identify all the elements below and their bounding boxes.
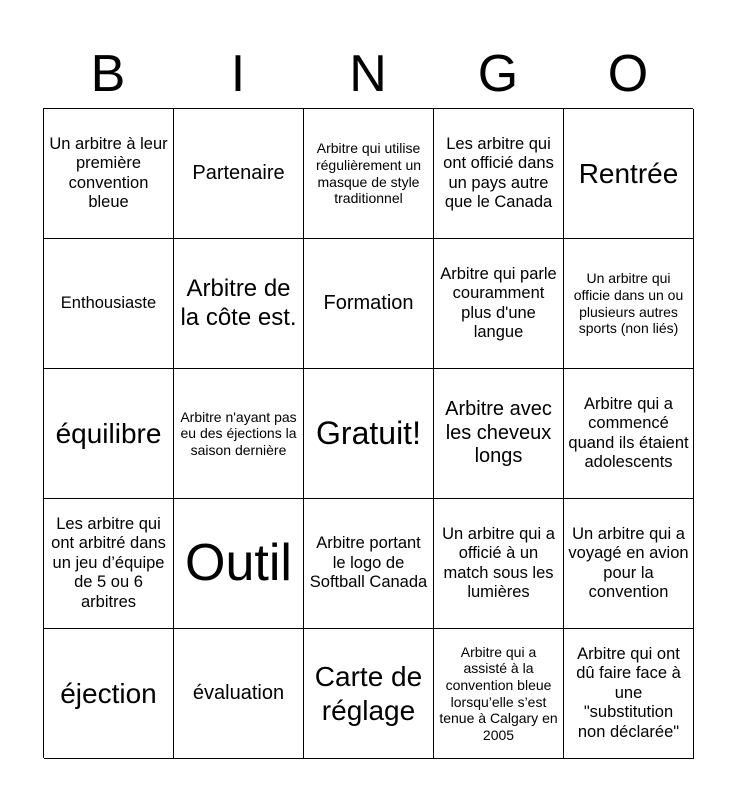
header-letter-b: B: [90, 45, 126, 103]
bingo-cell-r1-c1[interactable]: [44, 109, 174, 239]
cell-text: équilibre: [55, 417, 162, 449]
cell-text: Gratuit!: [316, 414, 421, 451]
bingo-cell-r5-c2[interactable]: [174, 629, 304, 759]
cell-text: Rentrée: [578, 157, 679, 189]
bingo-cell-r2-c4[interactable]: [434, 239, 564, 369]
bingo-cell-r2-c5[interactable]: [564, 239, 694, 369]
cell-text: Arbitre avec les cheveux longs: [445, 398, 552, 468]
bingo-cell-r2-c2[interactable]: [174, 239, 304, 369]
bingo-cell-r5-c1[interactable]: [44, 629, 174, 759]
cell-text: Arbitre qui parle couramment plus d'une langue: [440, 264, 557, 341]
bingo-cell-r2-c3[interactable]: [304, 239, 434, 369]
cell-text: Les arbitre qui ont officié dans un pays autre que le Canada: [443, 134, 554, 211]
bingo-cell-r3-c1[interactable]: [44, 369, 174, 499]
cell-text: Arbitre qui a commencé quand ils étaient adolescents: [568, 394, 689, 471]
cell-text: Arbitre de la côte est.: [180, 275, 297, 331]
header-letter-i: I: [230, 45, 246, 103]
bingo-cell-r1-c2[interactable]: [174, 109, 304, 239]
cell-text: Un arbitre à leur première convention bleue: [49, 134, 168, 211]
cell-text: Un arbitre qui officie dans un ou plusieurs autres sports (non liés): [573, 270, 684, 337]
bingo-cell-r3-c2[interactable]: [174, 369, 304, 499]
cell-text: Formation: [323, 291, 414, 314]
bingo-cell-r1-c4[interactable]: [434, 109, 564, 239]
cell-text: Arbitre portant le logo de Softball Canada: [309, 534, 428, 592]
bingo-cell-r4-c1[interactable]: [44, 499, 174, 629]
header-letter-n: N: [349, 45, 387, 103]
cell-text: Un arbitre qui a voyagé en avion pour la convention: [568, 524, 689, 601]
cell-text: Arbitre qui a assisté à la convention bleue lorsqu’elle s’est tenue à Calgary en 2005: [439, 643, 558, 743]
cell-text: Partenaire: [192, 161, 285, 184]
cell-text: évaluation: [192, 681, 285, 704]
header-letter-g: G: [477, 45, 519, 103]
bingo-cell-r4-c2[interactable]: [174, 499, 304, 629]
cell-text: Arbitre qui utilise régulièrement un masque de style traditionnel: [315, 140, 422, 207]
cell-text: Enthousiaste: [60, 293, 157, 312]
bingo-cell-r3-c4[interactable]: [434, 369, 564, 499]
header-letter-o: O: [607, 45, 649, 103]
bingo-cell-r5-c4[interactable]: [434, 629, 564, 759]
bingo-cell-r3-c3[interactable]: [304, 369, 434, 499]
bingo-cell-r4-c4[interactable]: [434, 499, 564, 629]
bingo-grid: [43, 108, 693, 758]
bingo-header: [43, 40, 693, 108]
cell-text: Arbitre qui ont dû faire face à une "substitution non déclarée": [576, 644, 681, 741]
bingo-cell-r2-c1[interactable]: [44, 239, 174, 369]
bingo-cell-r4-c5[interactable]: [564, 499, 694, 629]
bingo-cell-r3-c5[interactable]: [564, 369, 694, 499]
bingo-cell-r5-c5[interactable]: [564, 629, 694, 759]
cell-text: éjection: [60, 677, 157, 709]
cell-text: Les arbitre qui ont arbitré dans un jeu d’équipe de 5 ou 6 arbitres: [51, 514, 166, 611]
cell-text: Un arbitre qui a officié à un match sous les lumières: [442, 524, 555, 601]
bingo-cell-r4-c3[interactable]: [304, 499, 434, 629]
cell-text: Outil: [185, 533, 292, 592]
bingo-cell-r1-c3[interactable]: [304, 109, 434, 239]
bingo-cell-r5-c3[interactable]: [304, 629, 434, 759]
cell-text: Carte de réglage: [314, 661, 423, 726]
cell-text: Arbitre n'ayant pas eu des éjections la saison dernière: [180, 408, 297, 458]
bingo-cell-r1-c5[interactable]: [564, 109, 694, 239]
